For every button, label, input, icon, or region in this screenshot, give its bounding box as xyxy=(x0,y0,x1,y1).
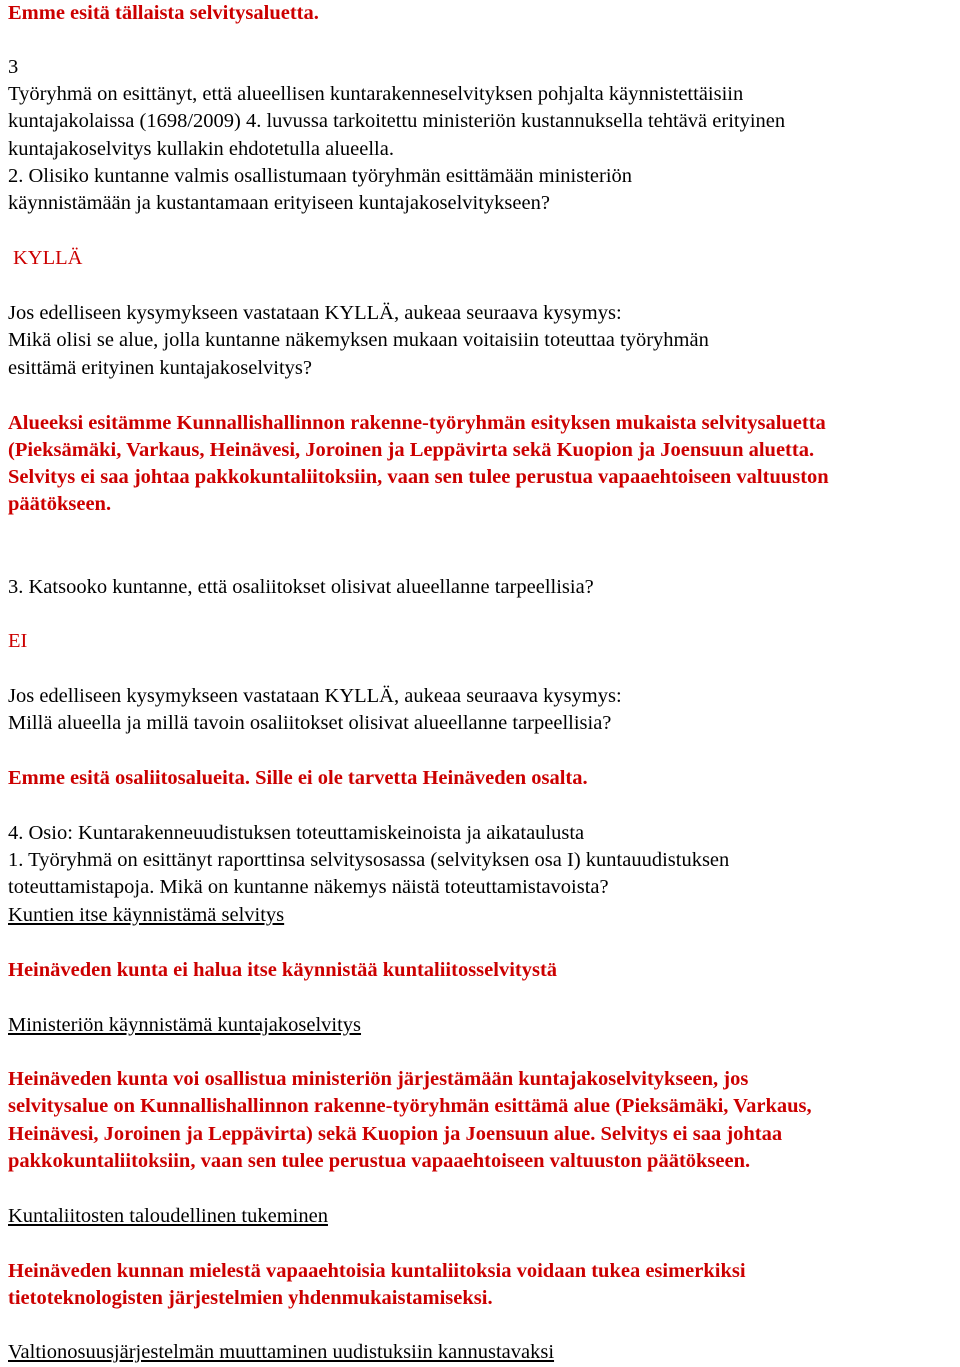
subheading-municipal-survey: Kuntien itse käynnistämä selvitys xyxy=(8,904,285,926)
followup-question-line: esittämä erityinen kuntajakoselvitys? xyxy=(8,357,312,379)
section-number: 3 xyxy=(8,56,19,78)
subheading-financial-support: Kuntaliitosten taloudellinen tukeminen xyxy=(8,1205,328,1227)
followup-question-line: Mikä olisi se alue, jolla kuntanne näkemyksen mukaan voitaisiin toteuttaa työryhmän xyxy=(8,329,709,351)
followup-intro: Jos edelliseen kysymykseen vastataan KYLLÄ, aukeaa seuraava kysymys: xyxy=(8,685,622,707)
answer-no-region: Emme esitä tällaista selvitysaluetta. xyxy=(8,2,319,24)
question-4-1-line: 1. Työryhmä on esittänyt raporttinsa selvitysosassa (selvityksen osa I) kuntauudistuksen xyxy=(8,849,730,871)
answer-region-line: (Pieksämäki, Varkaus, Heinävesi, Joroinen ja Leppävirta sekä Kuopion ja Joensuun aluetta. xyxy=(8,439,815,461)
question-2-line: käynnistämään ja kustantamaan erityiseen kuntajakoselvitykseen? xyxy=(8,192,550,214)
answer-financial-support-line: tietoteknologisten järjestelmien yhdenmukaistamiseksi. xyxy=(8,1287,493,1309)
section-4-heading: 4. Osio: Kuntarakenneuudistuksen toteuttamiskeinoista ja aikataulusta xyxy=(8,822,585,844)
paragraph-line: Työryhmä on esittänyt, että alueellisen kuntarakenneselvityksen pohjalta käynnistettäisiin xyxy=(8,83,744,105)
paragraph-line: kuntajakoselvitys kullakin ehdotetulla alueella. xyxy=(8,138,394,160)
answer-ministry-survey-line: pakkokuntaliitoksiin, vaan sen tulee perustua vapaaehtoiseen valtuuston päätökseen. xyxy=(8,1150,751,1172)
question-3: 3. Katsooko kuntanne, että osaliitokset olisivat alueellanne tarpeellisia? xyxy=(8,576,594,598)
answer-ei: EI xyxy=(8,630,28,652)
answer-region-line: Alueeksi esitämme Kunnallishallinnon rakenne-työryhmän esityksen mukaista selvitysaluetta xyxy=(8,412,826,434)
subheading-ministry-survey: Ministeriön käynnistämä kuntajakoselvitys xyxy=(8,1014,362,1036)
subheading-state-subsidy: Valtionosuusjärjestelmän muuttaminen uudistuksiin kannustavaksi xyxy=(8,1341,555,1363)
answer-ministry-survey-line: selvitysalue on Kunnallishallinnon rakenne-työryhmän esittämä alue (Pieksämäki, Varkaus, xyxy=(8,1095,812,1117)
question-2-line: 2. Olisiko kuntanne valmis osallistumaan työryhmän esittämään ministeriön xyxy=(8,165,633,187)
answer-kylla: KYLLÄ xyxy=(13,247,83,269)
answer-region-line: Selvitys ei saa johtaa pakkokuntaliitoksiin, vaan sen tulee perustua vapaaehtoiseen valtuuston xyxy=(8,466,829,488)
followup-question-line: Millä alueella ja millä tavoin osaliitokset olisivat alueellanne tarpeellisia? xyxy=(8,712,612,734)
answer-ministry-survey-line: Heinäveden kunta voi osallistua ministeriön järjestämään kuntajakoselvitykseen, jos xyxy=(8,1068,749,1090)
answer-ministry-survey-line: Heinävesi, Joroinen ja Leppävirta) sekä Kuopion ja Joensuun alue. Selvitys ei saa johtaa xyxy=(8,1123,783,1145)
answer-partial-mergers: Emme esitä osaliitosalueita. Sille ei ole tarvetta Heinäveden osalta. xyxy=(8,767,588,789)
answer-municipal-survey: Heinäveden kunta ei halua itse käynnistää kuntaliitosselvitystä xyxy=(8,959,558,981)
paragraph-line: kuntajakolaissa (1698/2009) 4. luvussa tarkoitettu ministeriön kustannuksella tehtävä erityinen xyxy=(8,110,786,132)
answer-region-line: päätökseen. xyxy=(8,493,112,515)
answer-financial-support-line: Heinäveden kunnan mielestä vapaaehtoisia kuntaliitoksia voidaan tukea esimerkiksi xyxy=(8,1260,746,1282)
question-4-1-line: toteuttamistapoja. Mikä on kuntanne näkemys näistä toteuttamistavoista? xyxy=(8,876,609,898)
followup-intro: Jos edelliseen kysymykseen vastataan KYLLÄ, aukeaa seuraava kysymys: xyxy=(8,302,622,324)
